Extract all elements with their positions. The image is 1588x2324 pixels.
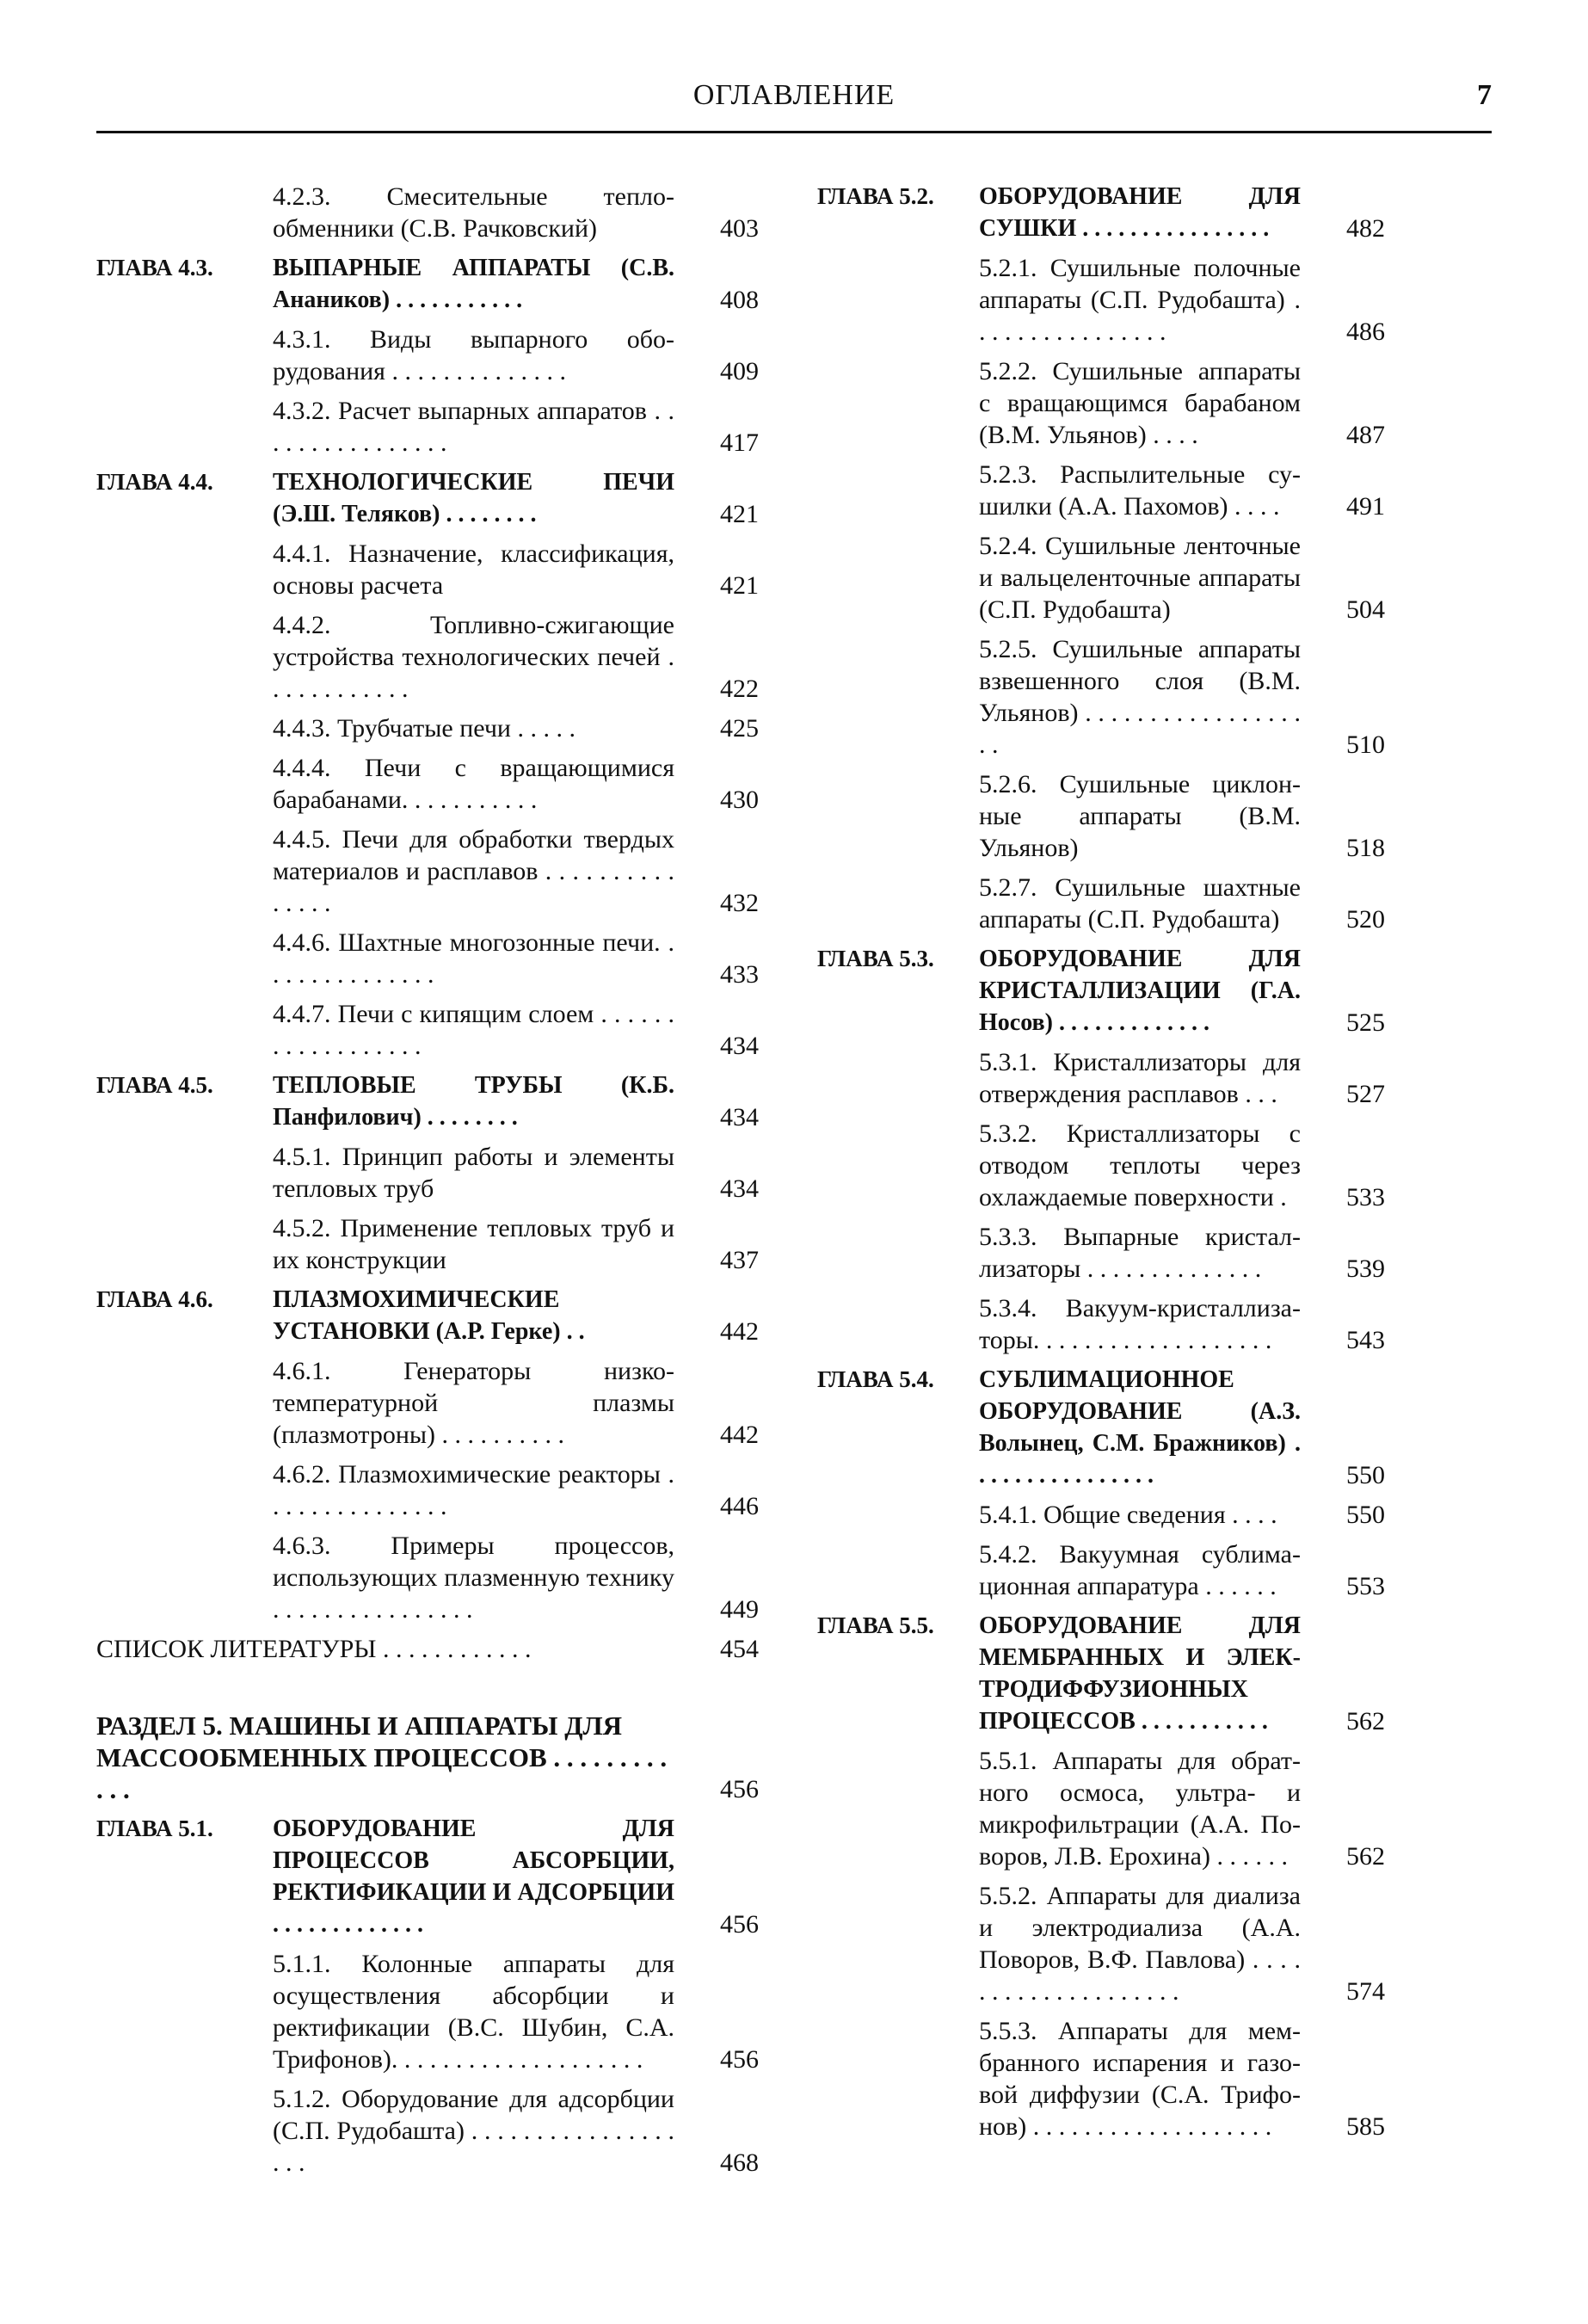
entry-title: 5.5.1. Аппараты для обратного осмоса, ультра- и микрофильтрации (А.А. Поворов, Л.В. Ерохина) . . . . . . xyxy=(979,1747,1301,1871)
entry-page-number: 585 xyxy=(1346,2112,1385,2141)
chapter-label: ГЛАВА 5.4. xyxy=(817,1366,934,1392)
entry-title: 5.2.6. Сушильные циклонные аппараты (В.М. Ульянов) xyxy=(979,770,1301,862)
entry-page-number: 456 xyxy=(720,1775,759,1803)
toc-subsection xyxy=(96,1212,776,1276)
entry-page-number: 434 xyxy=(720,1032,759,1060)
entry-page-number: 434 xyxy=(720,1174,759,1203)
entry-title: 5.2.5. Сушильные аппараты взвешенного слоя (В.М. Ульянов) . . . . . . . . . . . . . . . . . . . xyxy=(979,635,1301,759)
entry-title: 4.4.7. Печи с кипящим слоем . . . . . . . . . . . . . . . . . . xyxy=(273,1000,674,1060)
entry-page-number: 434 xyxy=(720,1103,759,1131)
toc-subsection xyxy=(96,1948,776,2075)
entry-title: 5.5.3. Аппараты для мембранного испарения и газовой диффузии (С.А. Трифонов) . . . . . . . . . . . . . . . . . . . xyxy=(979,2017,1301,2141)
entry-page-number: 468 xyxy=(720,2148,759,2177)
entry-title: СУБЛИМАЦИОННОЕ ОБОРУДОВАНИЕ (А.З. Волынец, С.М. Бражников) . . . . . . . . . . . . . . . . xyxy=(979,1366,1301,1489)
toc-subsection xyxy=(817,1292,1402,1356)
entry-title: 5.2.3. Распылительные сушилки (А.А. Пахомов) . . . . xyxy=(979,460,1301,521)
chapter-label: ГЛАВА 4.5. xyxy=(96,1072,213,1098)
toc-subsection xyxy=(817,1118,1402,1213)
toc-right-column xyxy=(817,181,1402,2150)
entry-title: 5.1.2. Оборудование для адсорбции (С.П. Рудобашта) . . . . . . . . . . . . . . . . . . . xyxy=(273,2085,674,2177)
entry-title: 4.4.1. Назначение, классификация, основы расчета xyxy=(273,539,674,600)
toc-subsection xyxy=(817,1880,1402,2007)
toc-subsection xyxy=(96,1141,776,1205)
chapter-label: ГЛАВА 5.2. xyxy=(817,183,934,209)
toc-subsection xyxy=(96,538,776,601)
entry-title: 5.2.4. Сушильные ленточные и вальцеленточные аппараты (С.П. Рудобашта) xyxy=(979,532,1301,624)
toc-chapter xyxy=(96,252,776,316)
entry-title: 4.3.2. Расчет выпарных аппаратов . . . . . . . . . . . . . . . . xyxy=(273,397,674,457)
toc-subsection xyxy=(817,633,1402,761)
entry-title: ТЕХНОЛОГИЧЕСКИЕ ПЕЧИ (Э.Ш. Теляков) . . . . . . . . xyxy=(273,469,674,527)
toc-subsection xyxy=(817,252,1402,348)
toc-subsection xyxy=(96,609,776,705)
entry-page-number: 527 xyxy=(1346,1080,1385,1108)
entry-page-number: 487 xyxy=(1346,421,1385,449)
entry-page-number: 456 xyxy=(720,1910,759,1939)
entry-title: 4.6.3. Примеры процессов, использующих плазменную технику . . . . . . . . . . . . . . . . xyxy=(273,1532,674,1624)
toc-bibliography xyxy=(96,1633,776,1665)
entry-page-number: 422 xyxy=(720,675,759,703)
entry-page-number: 403 xyxy=(720,214,759,243)
entry-title: 5.4.2. Вакуумная сублимационная аппаратура . . . . . . xyxy=(979,1540,1301,1600)
toc-subsection xyxy=(96,998,776,1062)
entry-title: 5.2.1. Сушильные полочные аппараты (С.П. Рудобашта) . . . . . . . . . . . . . . . . xyxy=(979,254,1301,346)
toc-subsection xyxy=(96,2083,776,2179)
toc-chapter xyxy=(96,1284,776,1347)
entry-title: 5.4.1. Общие сведения . . . . xyxy=(979,1501,1277,1529)
toc-subsection xyxy=(817,1538,1402,1602)
entry-page-number: 525 xyxy=(1346,1008,1385,1037)
entry-title: ОБОРУДОВАНИЕ ДЛЯ СУШКИ . . . . . . . . . . . . . . . . xyxy=(979,183,1301,242)
entry-title: 4.5.2. Применение тепловых труб и их конструкции xyxy=(273,1214,674,1274)
entry-page-number: 550 xyxy=(1346,1501,1385,1529)
entry-page-number: 510 xyxy=(1346,730,1385,759)
entry-title: ПЛАЗМОХИМИЧЕСКИЕ УСТАНОВКИ (А.Р. Герке) . . xyxy=(273,1286,585,1345)
entry-page-number: 543 xyxy=(1346,1326,1385,1354)
toc-chapter xyxy=(817,1364,1402,1491)
entry-title: 5.5.2. Аппараты для диализа и электродиализа (А.А. Поворов, В.Ф. Павлова) . . . . . . . . . . . . . . . . . . . . xyxy=(979,1882,1301,2006)
entry-page-number: 430 xyxy=(720,786,759,814)
toc-subsection xyxy=(817,1221,1402,1285)
entry-page-number: 437 xyxy=(720,1246,759,1274)
entry-page-number: 409 xyxy=(720,357,759,385)
entry-page-number: 421 xyxy=(720,500,759,528)
entry-title: 4.4.4. Печи с вращающимися барабанами. . . . . . . . . . . xyxy=(273,754,674,814)
entry-title: ТЕПЛОВЫЕ ТРУБЫ (К.Б. Панфилович) . . . . . . . . xyxy=(273,1072,674,1131)
entry-page-number: 421 xyxy=(720,571,759,600)
entry-title: ОБОРУДОВАНИЕ ДЛЯ МЕМБРАННЫХ И ЭЛЕКТРОДИФФУЗИОННЫХ ПРОЦЕССОВ . . . . . . . . . . . xyxy=(979,1612,1301,1735)
toc-subsection xyxy=(96,1458,776,1522)
entry-page-number: 533 xyxy=(1346,1183,1385,1211)
toc-chapter xyxy=(817,943,1402,1039)
entry-page-number: 491 xyxy=(1346,492,1385,521)
toc-subsection xyxy=(817,355,1402,451)
entry-page-number: 520 xyxy=(1346,905,1385,934)
entry-page-number: 562 xyxy=(1346,1842,1385,1871)
entry-page-number: 442 xyxy=(720,1317,759,1346)
entry-page-number: 550 xyxy=(1346,1461,1385,1489)
entry-page-number: 482 xyxy=(1346,214,1385,243)
entry-title: 4.5.1. Принцип работы и элементы тепловых труб xyxy=(273,1143,674,1203)
toc-subsection xyxy=(96,1530,776,1625)
toc-subsection xyxy=(817,1499,1402,1531)
entry-page-number: 442 xyxy=(720,1421,759,1449)
toc-chapter xyxy=(817,1610,1402,1737)
toc-subsection xyxy=(96,1355,776,1451)
entry-title: 5.3.4. Вакуум-кристаллизаторы. . . . . . . . . . . . . . . . . . . xyxy=(979,1294,1301,1354)
entry-page-number: 446 xyxy=(720,1492,759,1520)
page-title: ОГЛАВЛЕНИЕ xyxy=(692,79,896,111)
toc-chapter xyxy=(96,1813,776,1940)
chapter-label: ГЛАВА 5.1. xyxy=(96,1815,213,1841)
toc-subsection xyxy=(817,1745,1402,1872)
toc-subsection xyxy=(817,459,1402,522)
toc-chapter xyxy=(817,181,1402,244)
entry-page-number: 539 xyxy=(1346,1254,1385,1283)
toc-subsection xyxy=(96,712,776,744)
entry-title: 5.3.2. Кристаллизаторы с отводом теплоты через охлаждаемые поверхности . xyxy=(979,1119,1301,1211)
entry-page-number: 486 xyxy=(1346,317,1385,346)
entry-title: 4.3.1. Виды выпарного оборудования . . . . . . . . . . . . . . xyxy=(273,325,674,385)
entry-page-number: 574 xyxy=(1346,1977,1385,2006)
entry-page-number: 562 xyxy=(1346,1707,1385,1735)
entry-title: 5.2.2. Сушильные аппараты с вращающимся барабаном (В.М. Ульянов) . . . . xyxy=(979,357,1301,449)
entry-title: РАЗДЕЛ 5. МАШИНЫ И АППАРАТЫ ДЛЯ МАССООБМЕННЫХ ПРОЦЕССОВ . . . . . . . . . . . . xyxy=(96,1711,668,1804)
entry-title: 5.1.1. Колонные аппараты для осуществления абсорбции и ректификации (В.С. Шубин, С.А. Трифонов). . . . . . . . . . . . . . . . . . . . xyxy=(273,1950,674,2074)
entry-page-number: 432 xyxy=(720,889,759,917)
toc-subsection xyxy=(817,530,1402,626)
entry-title: 4.6.2. Плазмохимические реакторы . . . . . . . . . . . . . . . xyxy=(273,1460,674,1520)
entry-page-number: 408 xyxy=(720,286,759,314)
chapter-label: ГЛАВА 5.3. xyxy=(817,946,934,971)
entry-title: 5.2.7. Сушильные шахтные аппараты (С.П. Рудобашта) xyxy=(979,873,1301,934)
page-number: 7 xyxy=(1477,79,1492,111)
entry-title: 5.3.1. Кристаллизаторы для отверждения расплавов . . . xyxy=(979,1048,1301,1108)
entry-title: 4.4.3. Трубчатые печи . . . . . xyxy=(273,714,575,743)
toc-subsection xyxy=(96,324,776,387)
entry-title: СПИСОК ЛИТЕРАТУРЫ . . . . . . . . . . . . xyxy=(96,1635,532,1663)
toc-subsection xyxy=(96,395,776,459)
entry-title: 4.4.6. Шахтные многозонные печи. . . . . . . . . . . . . . . xyxy=(273,928,674,989)
toc-subsection xyxy=(96,927,776,990)
entry-title: ВЫПАРНЫЕ АППАРАТЫ (С.В. Анаников) . . . . . . . . . . . xyxy=(273,255,674,313)
chapter-label: ГЛАВА 4.4. xyxy=(96,469,213,495)
entry-page-number: 433 xyxy=(720,960,759,989)
page-header xyxy=(96,79,1492,127)
toc-subsection xyxy=(96,823,776,919)
entry-page-number: 425 xyxy=(720,714,759,743)
entry-page-number: 449 xyxy=(720,1595,759,1624)
entry-page-number: 518 xyxy=(1346,834,1385,862)
toc-chapter xyxy=(96,1070,776,1133)
header-rule xyxy=(96,131,1492,133)
toc-subsection xyxy=(817,768,1402,864)
toc-chapter xyxy=(96,466,776,530)
entry-title: 4.4.2. Топливно-сжигающие устройства технологических печей . . . . . . . . . . . . xyxy=(273,611,674,703)
toc-subsection xyxy=(817,2015,1402,2142)
entry-page-number: 504 xyxy=(1346,595,1385,624)
entry-page-number: 417 xyxy=(720,428,759,457)
entry-title: 4.2.3. Смесительные теплообменники (С.В. Рачковский) xyxy=(273,182,674,243)
toc-subsection xyxy=(817,1046,1402,1110)
toc-subsection xyxy=(96,181,776,244)
entry-page-number: 456 xyxy=(720,2045,759,2074)
entry-title: ОБОРУДОВАНИЕ ДЛЯ ПРОЦЕССОВ АБСОРБЦИИ, РЕКТИФИКАЦИИ И АДСОРБЦИИ . . . . . . . . . . . . . xyxy=(273,1815,674,1938)
toc-subsection xyxy=(96,752,776,816)
chapter-label: ГЛАВА 4.6. xyxy=(96,1286,213,1312)
entry-page-number: 553 xyxy=(1346,1572,1385,1600)
toc-section xyxy=(96,1710,776,1805)
entry-title: 5.3.3. Выпарные кристаллизаторы . . . . . . . . . . . . . . xyxy=(979,1223,1301,1283)
chapter-label: ГЛАВА 5.5. xyxy=(817,1612,934,1638)
chapter-label: ГЛАВА 4.3. xyxy=(96,255,213,280)
entry-page-number: 454 xyxy=(720,1635,759,1663)
toc-left-column xyxy=(96,181,776,2186)
toc-subsection xyxy=(817,872,1402,935)
entry-title: 4.6.1. Генераторы низкотемпературной плазмы (плазмотроны) . . . . . . . . . . xyxy=(273,1357,674,1449)
entry-title: ОБОРУДОВАНИЕ ДЛЯ КРИСТАЛЛИЗАЦИИ (Г.А. Носов) . . . . . . . . . . . . . xyxy=(979,946,1301,1036)
entry-title: 4.4.5. Печи для обработки твердых материалов и расплавов . . . . . . . . . . . . . . . xyxy=(273,825,674,917)
